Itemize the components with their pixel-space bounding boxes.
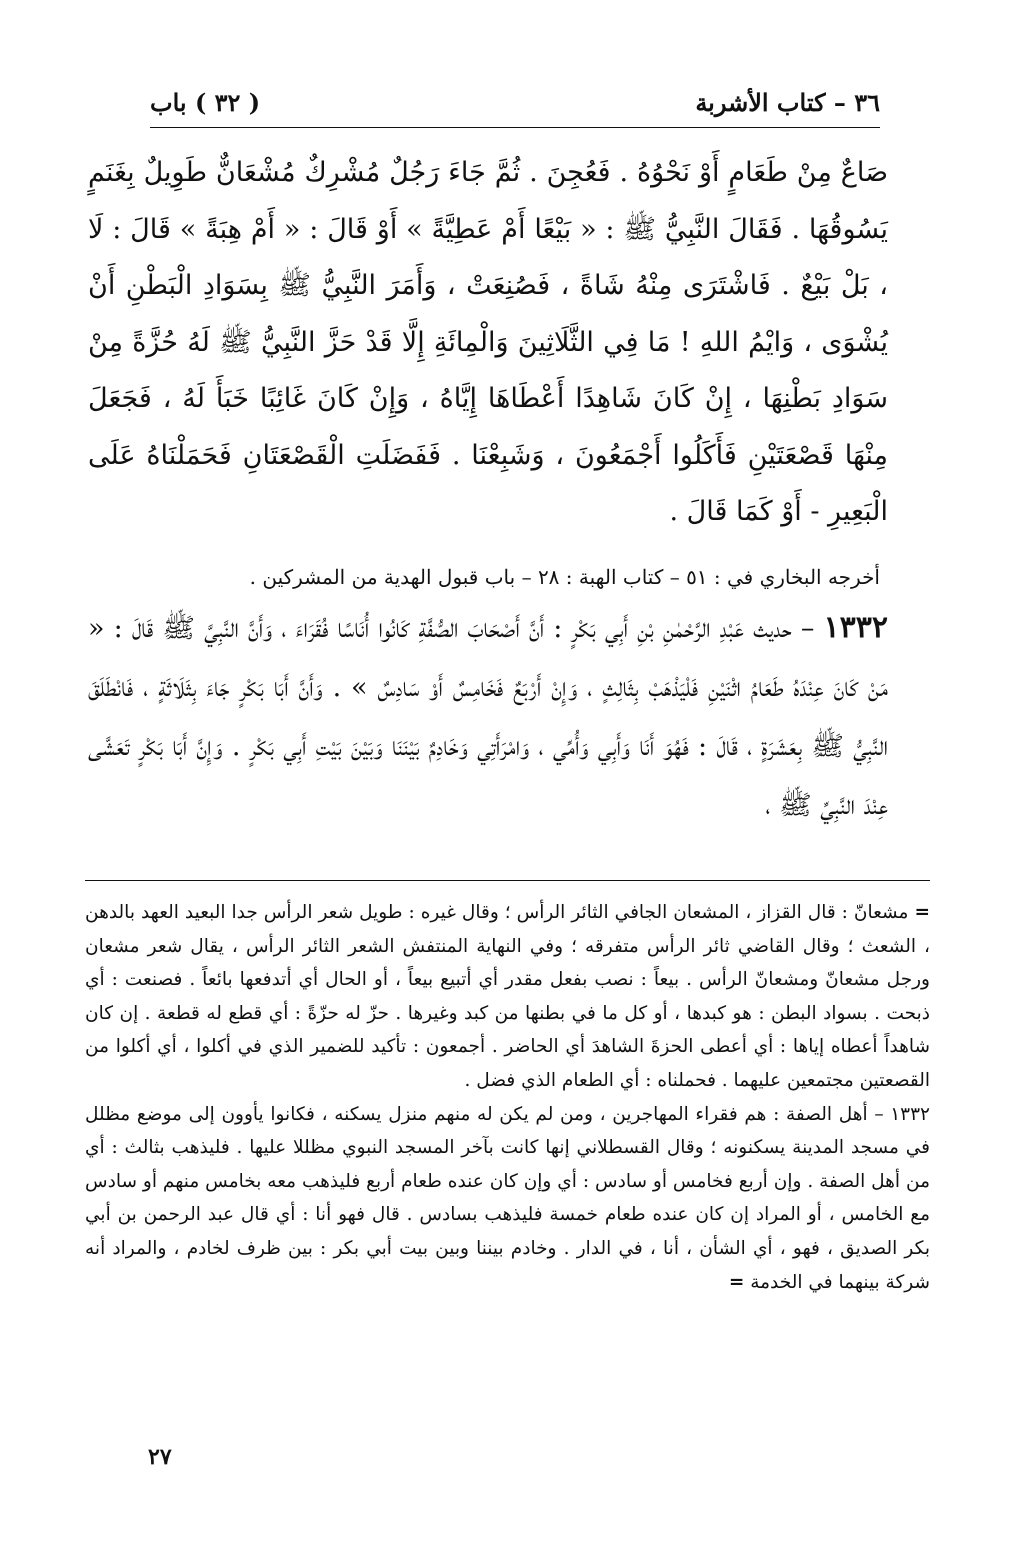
- chapter-heading: ( ٣٢ ) باب: [150, 88, 261, 117]
- footnotes: [85, 896, 930, 1299]
- hadith-number: ١٣٣٢: [823, 610, 888, 645]
- footnote-1: [85, 896, 930, 1098]
- page-heading: ٣٦ – كتاب الأشربة: [695, 88, 880, 117]
- main-paragraph: صَاعٌ مِنْ طَعَامٍ أَوْ نَحْوُهُ . فَعُجِنَ . ثُمَّ جَاءَ رَجُلٌ مُشْرِكٌ مُشْعَانٌّ طَوِيلٌ بِغَنَمٍ يَسُوقُهَا . فَقَالَ النَّبِيُّ ﷺ : « بَيْعًا أَمْ عَطِيَّةً » أَوْ قَالَ : « أَمْ هِبَةً » قَالَ : لَا ، بَلْ بَيْعٌ . فَاشْتَرَى مِنْهُ شَاةً ، فَصُنِعَتْ ، وَأَمَرَ النَّبِيُّ ﷺ بِسَوَادِ الْبَطْنِ أَنْ يُشْوَى ، وَايْمُ اللهِ ! مَا فِي الثَّلَاثِينَ وَالْمِائَةِ إِلَّا قَدْ حَزَّ النَّبِيُّ ﷺ لَهُ حُزَّةً مِنْ سَوَادِ بَطْنِهَا ، إِنْ كَانَ شَاهِدًا أَعْطَاهَا إِيَّاهُ ، وَإِنْ كَانَ غَائِبًا خَبَأَ لَهُ ، فَجَعَلَ مِنْهَا قَصْعَتَيْنِ فَأَكَلُوا أَجْمَعُونَ ، وَشَبِعْنَا . فَفَضَلَتِ الْقَصْعَتَانِ فَحَمَلْنَاهُ عَلَى الْبَعِيرِ - أَوْ كَمَا قَالَ .: [88, 157, 889, 527]
- footnote-1-text: مشعانّ : قال القزاز ، المشعان الجافي الثائر الرأس ؛ وقال غيره : طويل شعر الرأس جدا البعيد العهد بالدهن ، الشعث ؛ وقال القاضي ثائر الرأس متفرقه ؛ وفي النهاية المنتفش الشعر الثائر الرأس ، يقال شعر مشعان ورجل مشعانّ ومشعانّ الرأس . بيعاً : نصب بفعل مقدر أي أتبيع بيعاً ، أو الحال أي أتدفعها بائعاً . فصنعت : أي ذبحت . بسواد البطن : هو كبدها ، أو كل ما في بطنها من كبد وغيرها . حزّ له حزّةً : أي قطع له قطعة . إن كان شاهداً أعطاه إياها : أي أعطى الحزةَ الشاهدَ أي الحاضر . أجمعون : تأكيد للضمير الذي في أكلوا ، أي أكلوا من القصعتين مجتمعين عليهما . فحملناه : أي الطعام الذي فضل .: [85, 902, 930, 1091]
- source-reference: أخرجه البخاري في : ٥١ – كتاب الهبة : ٢٨ – باب قبول الهدية من المشركين .: [249, 565, 880, 589]
- continuation-mark-end: =: [728, 1271, 745, 1293]
- main-text: [88, 145, 888, 541]
- page-header: [150, 88, 880, 128]
- hadith-paragraph: [88, 598, 888, 835]
- continuation-mark: =: [914, 902, 930, 923]
- header-rule: [150, 127, 880, 128]
- hadith-text: – حديث عَبْدِ الرَّحْمٰنِ بْنِ أَبِي بَكْرٍ : أَنَّ أَصْحَابَ الصُّفَّةِ كَانُوا أُنَاسًا فُقَرَاءَ ، وَأَنَّ النَّبِيَّ ﷺ قَالَ : « مَنْ كَانَ عِنْدَهُ طَعَامُ اثْنَيْنِ فَلْيَذْهَبْ بِثَالِثٍ ، وَإِنْ أَرْبَعٌ فَخَامِسٌ أَوْ سَادِسٌ » . وَأَنَّ أَبَا بَكْرٍ جَاءَ بِثَلَاثَةٍ ، فَانْطَلَقَ النَّبِيُّ ﷺ بِعَشَرَةٍ ، قَالَ : فَهُوَ أَنَا وَأَبِي وَأُمِّي ، وَامْرَأَتِي وَخَادِمٌ بَيْنَنَا وَبَيْنَ بَيْتِ أَبِي بَكْرٍ . وَإِنَّ أَبَا بَكْرٍ تَعَشَّى عِنْدَ النَّبِيِّ ﷺ ،: [88, 613, 888, 821]
- footnote-2: [85, 1098, 930, 1300]
- footnote-2-text: ١٣٣٢ – أهل الصفة : هم فقراء المهاجرين ، ومن لم يكن له منهم منزل يسكنه ، فكانوا يأوون إلى موضع مظلل في مسجد المدينة يسكنونه ؛ وقال القسطلاني إنها كانت بآخر المسجد النبوي مظللا عليها . فليذهب بثالث : أي من أهل الصفة . وإن أربع فخامس أو سادس : أي وإن كان عنده طعام أربع فليذهب معه بخامس منهم أو سادس مع الخامس ، أو المراد إن كان عنده طعام خمسة فليذهب بسادس . قال فهو أنا : أي قال عبد الرحمن بن أبي بكر الصديق ، فهو ، أي الشأن ، أنا ، في الدار . وخادم بيننا وبين بيت أبي بكر : بين ظرف لخادم ، والمراد أنه شركة بينهما في الخدمة: [85, 1103, 930, 1293]
- folio-number: ٢٧: [148, 1444, 172, 1470]
- footnote-rule: [85, 880, 930, 881]
- hadith-block: [88, 598, 888, 835]
